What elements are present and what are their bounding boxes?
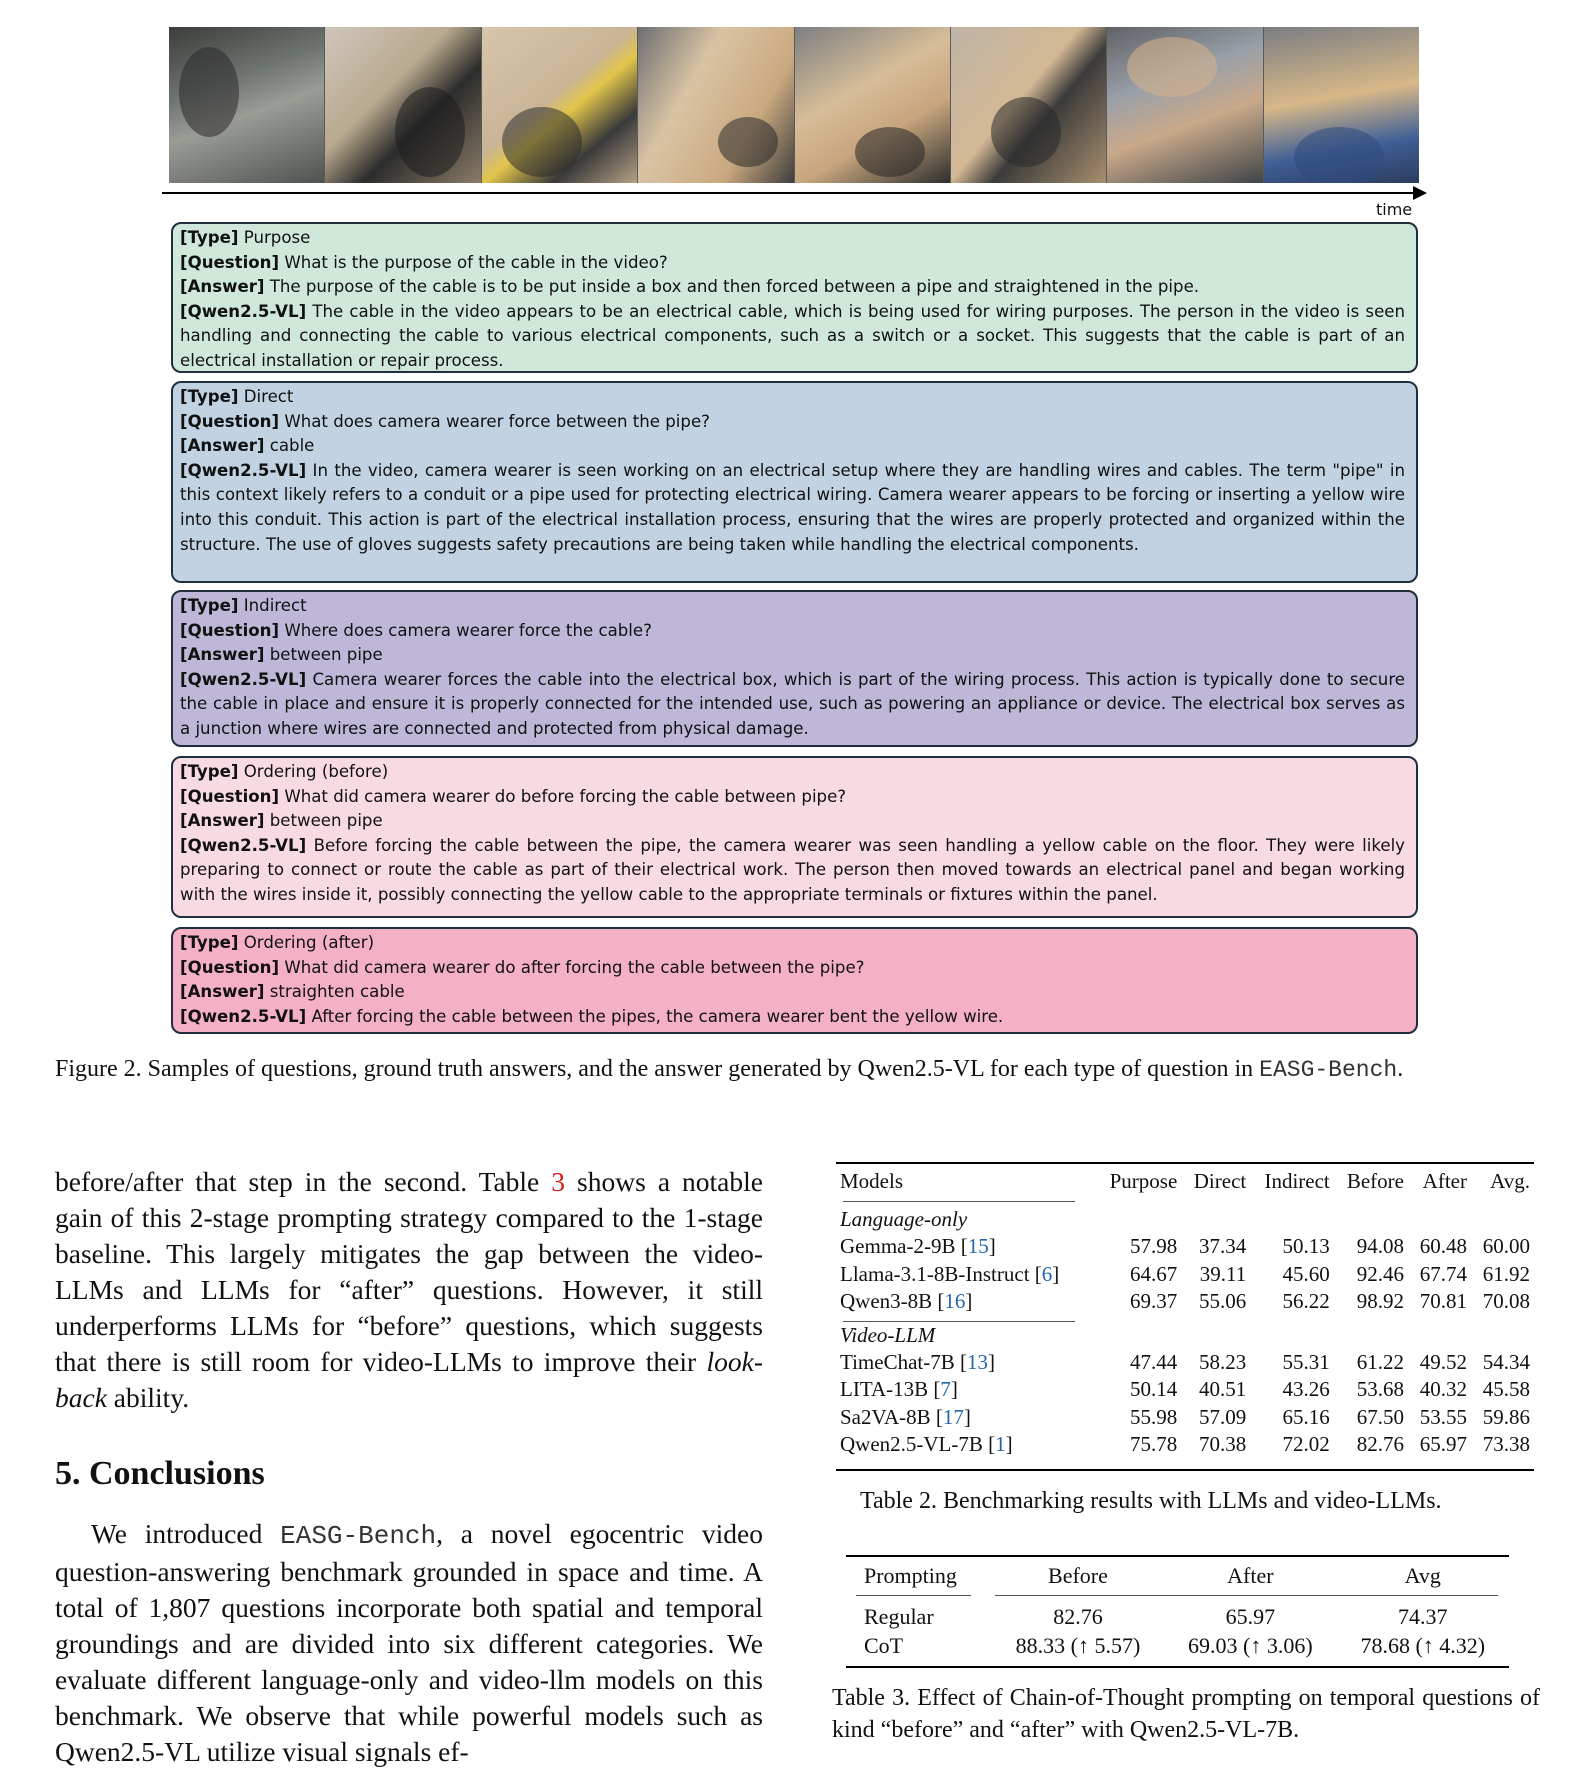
answer-value: cable <box>269 436 315 456</box>
cell: 69.37 <box>1130 1288 1178 1313</box>
model-name: Gemma-2-9B [15] <box>840 1234 996 1259</box>
model-answer: Camera wearer forces the cable into the electrical box, which is part of the wiring process. This action is typically done to secure the cable in place and ensure it is properly connected for the intended use, such as powering an appliance or device. The electrical box serves as a junction where wires are connected and protected from physical damage. <box>180 669 1405 738</box>
model-answer: After forcing the cable between the pipes, the camera wearer bent the yellow wire. <box>311 1006 1004 1026</box>
answer-key: [Answer] <box>180 982 265 1002</box>
cell: 60.00 <box>1482 1234 1530 1259</box>
cell: 75.78 <box>1130 1431 1178 1456</box>
header-models: Models <box>840 1169 903 1193</box>
group-row <box>836 1199 1534 1233</box>
cell: 70.08 <box>1482 1288 1530 1313</box>
qa-box-ordering-before <box>171 756 1418 918</box>
answer-key: [Answer] <box>180 811 265 831</box>
table-3-header-rule-left <box>856 1595 971 1596</box>
cell: 67.74 <box>1419 1261 1467 1286</box>
type-key: [Type] <box>180 933 239 952</box>
cell: 65.16 <box>1282 1404 1330 1429</box>
cell: 61.92 <box>1482 1261 1530 1286</box>
header-after: After <box>1227 1563 1274 1588</box>
citation-link[interactable]: 17 <box>942 1404 964 1429</box>
model-name: Llama-3.1-8B-Instruct [6] <box>840 1261 1060 1286</box>
model-name: LITA-13B [7] <box>840 1377 958 1402</box>
body-paragraph-2 <box>55 1516 763 1770</box>
cell: 72.02 <box>1282 1431 1330 1456</box>
answer-value: straighten cable <box>269 982 405 1002</box>
header-before: Before <box>1048 1563 1108 1588</box>
cell: 57.98 <box>1130 1234 1178 1259</box>
model-answer: In the video, camera wearer is seen working on an electrical setup where they are handling wires and cables. The term "pipe" in this context likely refers to a conduit or a pipe used for protecting electrical wiring. Camera wearer appears to be forcing or inserting a yellow wire into this conduit. This action is part of the electrical installation process, ensuring that the wires are properly protected and organized within the structure. The use of gloves suggests safety precautions are being taken while handling the electrical components. <box>180 460 1405 554</box>
model-name: Sa2VA-8B [17] <box>840 1404 971 1429</box>
cell: 58.23 <box>1198 1350 1247 1375</box>
time-axis-arrow-icon <box>1413 186 1427 200</box>
table-row <box>846 1596 1509 1631</box>
row-label: CoT <box>864 1633 904 1658</box>
group-label-language-only: Language-only <box>840 1207 968 1232</box>
model-key: [Qwen2.5-VL] <box>180 460 307 480</box>
citation-link[interactable]: 1 <box>995 1431 1006 1456</box>
video-frame-8 <box>1264 27 1419 183</box>
cell: 73.38 <box>1482 1431 1530 1456</box>
header-avg: Avg. <box>1490 1169 1530 1193</box>
question-key: [Question] <box>180 786 280 806</box>
cell: 53.55 <box>1419 1404 1467 1429</box>
time-axis-line <box>162 192 1420 194</box>
cell: 67.50 <box>1356 1404 1404 1429</box>
answer-value: The purpose of the cable is to be put inside a box and then forced between a pipe and straightened in the pipe. <box>269 277 1200 297</box>
row-label: Regular <box>864 1604 934 1629</box>
video-frame-5 <box>795 27 951 183</box>
cell: 65.97 <box>1225 1604 1276 1629</box>
type-key: [Type] <box>180 387 239 406</box>
table-header-row <box>836 1162 1534 1199</box>
paragraph-text: shows a notable gain of this 2-stage prompting strategy compared to the 1-stage baseline. This largely mitigates the gap between the video-LLMs and LLMs for “after” questions. However, it still underperforms LLMs for “before” questions, which suggests that there is still room for video-LLMs to improve their <box>55 1166 763 1377</box>
question-key: [Question] <box>180 411 280 431</box>
model-key: [Qwen2.5-VL] <box>180 301 307 321</box>
cell: 78.68 (↑ 4.32) <box>1360 1633 1486 1658</box>
table-row <box>836 1233 1534 1260</box>
type-key: [Type] <box>180 762 239 781</box>
citation-link[interactable]: 7 <box>940 1377 951 1402</box>
question-value: What did camera wearer do before forcing the cable between pipe? <box>284 786 847 806</box>
table-row <box>846 1631 1509 1660</box>
cell: 74.37 <box>1398 1604 1448 1629</box>
table-2-header-rule <box>843 1201 1075 1202</box>
cell: 94.08 <box>1356 1234 1404 1259</box>
cell: 55.31 <box>1282 1350 1330 1375</box>
group-label-video-llm: Video-LLM <box>840 1323 936 1348</box>
body-paragraph-1 <box>55 1164 763 1416</box>
answer-value: between pipe <box>269 811 383 831</box>
time-axis-label: time <box>1376 200 1413 219</box>
benchmark-name: EASG-Bench <box>280 1521 437 1551</box>
video-frame-1 <box>169 27 325 183</box>
table-row <box>836 1404 1534 1431</box>
cell: 88.33 (↑ 5.57) <box>1015 1633 1141 1658</box>
answer-key: [Answer] <box>180 436 265 456</box>
question-key: [Question] <box>180 957 280 977</box>
type-value: Ordering (before) <box>243 762 389 781</box>
table-header-row <box>846 1555 1509 1596</box>
answer-key: [Answer] <box>180 645 265 665</box>
cell: 82.76 <box>1053 1604 1103 1629</box>
table-2-group-rule <box>843 1321 1075 1322</box>
citation-link[interactable]: 15 <box>967 1234 989 1259</box>
header-before: Before <box>1346 1169 1404 1193</box>
cell: 49.52 <box>1419 1350 1467 1375</box>
table-row <box>836 1349 1534 1376</box>
table-3-caption: Table 3. Effect of Chain-of-Thought prompting on temporal questions of kind “before” and “after” with Qwen2.5-VL-7B. <box>832 1685 1540 1743</box>
cell: 39.11 <box>1199 1261 1247 1286</box>
answer-value: between pipe <box>269 645 383 665</box>
question-key: [Question] <box>180 252 280 272</box>
cell: 70.38 <box>1198 1431 1247 1456</box>
cell: 69.03 (↑ 3.06) <box>1188 1633 1313 1658</box>
paragraph-text: ability. <box>106 1382 190 1413</box>
table-3-bottom-rule <box>846 1666 1509 1668</box>
table-3-header-rule-right <box>995 1595 1498 1596</box>
cell: 54.34 <box>1482 1350 1530 1375</box>
cell: 37.34 <box>1198 1234 1247 1259</box>
model-key: [Qwen2.5-VL] <box>180 835 307 855</box>
table-row <box>836 1431 1534 1458</box>
paragraph-text: before/after that step in the second. Table <box>55 1166 552 1197</box>
qa-box-direct <box>171 381 1418 583</box>
model-name: Qwen3-8B [16] <box>840 1288 973 1313</box>
video-frame-strip <box>169 27 1419 183</box>
question-value: What did camera wearer do after forcing the cable between the pipe? <box>284 957 865 977</box>
cell: 40.51 <box>1198 1377 1247 1402</box>
type-key: [Type] <box>180 596 239 615</box>
video-frame-6 <box>951 27 1107 183</box>
cell: 53.68 <box>1356 1377 1404 1402</box>
type-value: Ordering (after) <box>243 933 375 952</box>
figure-caption-benchmark-name: EASG-Bench <box>1259 1057 1398 1083</box>
cell: 70.81 <box>1419 1288 1467 1313</box>
table-2 <box>836 1162 1534 1458</box>
header-prompting: Prompting <box>864 1563 957 1588</box>
cell: 45.58 <box>1482 1377 1530 1402</box>
header-avg: Avg <box>1404 1563 1441 1588</box>
cell: 43.26 <box>1282 1377 1330 1402</box>
header-after: After <box>1422 1169 1467 1193</box>
video-frame-4 <box>638 27 794 183</box>
paragraph-text: We introduced <box>91 1518 281 1549</box>
figure-caption-end: . <box>1397 1056 1404 1082</box>
model-name: Qwen2.5-VL-7B [1] <box>840 1431 1013 1456</box>
model-key: [Qwen2.5-VL] <box>180 669 307 689</box>
cell: 55.98 <box>1130 1404 1178 1429</box>
cell: 98.92 <box>1356 1288 1404 1313</box>
question-value: What does camera wearer force between the pipe? <box>284 411 710 431</box>
citation-link[interactable]: 6 <box>1041 1261 1053 1286</box>
table-2-caption: Table 2. Benchmarking results with LLMs and video-LLMs. <box>860 1488 1442 1514</box>
cell: 65.97 <box>1419 1431 1467 1456</box>
answer-key: [Answer] <box>180 277 265 297</box>
type-value: Purpose <box>243 228 311 247</box>
qa-box-purpose <box>171 222 1418 373</box>
cell: 82.76 <box>1356 1431 1404 1456</box>
figure-caption-text: Figure 2. Samples of questions, ground truth answers, and the answer generated by Qwen2.5-VL for each type of question in <box>55 1056 1260 1082</box>
header-indirect: Indirect <box>1264 1169 1330 1193</box>
model-key: [Qwen2.5-VL] <box>180 1006 307 1026</box>
cell: 55.06 <box>1198 1288 1247 1313</box>
header-purpose: Purpose <box>1109 1169 1178 1193</box>
model-answer: Before forcing the cable between the pipe, the camera wearer was seen handling a yellow cable on the floor. They were likely preparing to connect or route the cable as part of their electrical work. The person then moved towards an electrical panel and began working with the wires inside it, possibly connecting the yellow cable to the appropriate terminals or fixtures within the panel. <box>180 835 1406 904</box>
cell: 60.48 <box>1419 1234 1467 1259</box>
table-row <box>836 1376 1534 1403</box>
cell: 47.44 <box>1130 1350 1178 1375</box>
citation-link[interactable]: 13 <box>967 1350 988 1375</box>
cell: 45.60 <box>1282 1261 1330 1286</box>
citation-link[interactable]: 16 <box>944 1288 966 1313</box>
model-name: TimeChat-7B [13] <box>840 1350 995 1375</box>
qa-box-ordering-after <box>171 927 1418 1034</box>
cell: 64.67 <box>1130 1261 1178 1286</box>
cell: 57.09 <box>1198 1404 1247 1429</box>
figure-caption <box>55 1052 1539 1087</box>
table-2-bottom-rule <box>836 1469 1534 1471</box>
qa-box-indirect <box>171 590 1418 747</box>
table-3 <box>846 1555 1509 1660</box>
type-key: [Type] <box>180 228 239 247</box>
cell: 50.13 <box>1282 1234 1330 1259</box>
table-row <box>836 1261 1534 1288</box>
cell: 56.22 <box>1282 1288 1330 1313</box>
cell: 50.14 <box>1130 1377 1178 1402</box>
type-value: Direct <box>243 387 294 406</box>
video-frame-2 <box>325 27 481 183</box>
cell: 61.22 <box>1356 1350 1404 1375</box>
video-frame-7 <box>1107 27 1263 183</box>
cell: 59.86 <box>1482 1404 1530 1429</box>
model-answer: The cable in the video appears to be an electrical cable, which is being used for wiring purposes. The person in the video is seen handling and connecting the cable to various electrical components, such as a switch or a socket. This suggests that the cable is part of an electrical installation or repair process. <box>180 301 1405 370</box>
question-value: Where does camera wearer force the cable? <box>284 620 652 640</box>
header-direct: Direct <box>1193 1169 1247 1193</box>
table-row <box>836 1288 1534 1315</box>
section-title-conclusions: 5. Conclusions <box>55 1455 265 1492</box>
emphasis-text: look-back <box>55 1346 763 1413</box>
question-key: [Question] <box>180 620 280 640</box>
video-frame-3 <box>482 27 638 183</box>
cell: 40.32 <box>1419 1377 1467 1402</box>
cell: 92.46 <box>1356 1261 1404 1286</box>
type-value: Indirect <box>243 596 307 615</box>
paragraph-text: , a novel egocentric video question-answering benchmark grounded in space and time. A total of 1,807 questions incorporate both spatial and temporal groundings and are divided into six different categories. We evaluate different language-only and video-llm models on this benchmark. We observe that while powerful models such as Qwen2.5-VL utilize visual signals ef- <box>55 1518 763 1767</box>
question-value: What is the purpose of the cable in the video? <box>284 252 668 272</box>
table-3-reference-link[interactable]: 3 <box>551 1166 566 1197</box>
